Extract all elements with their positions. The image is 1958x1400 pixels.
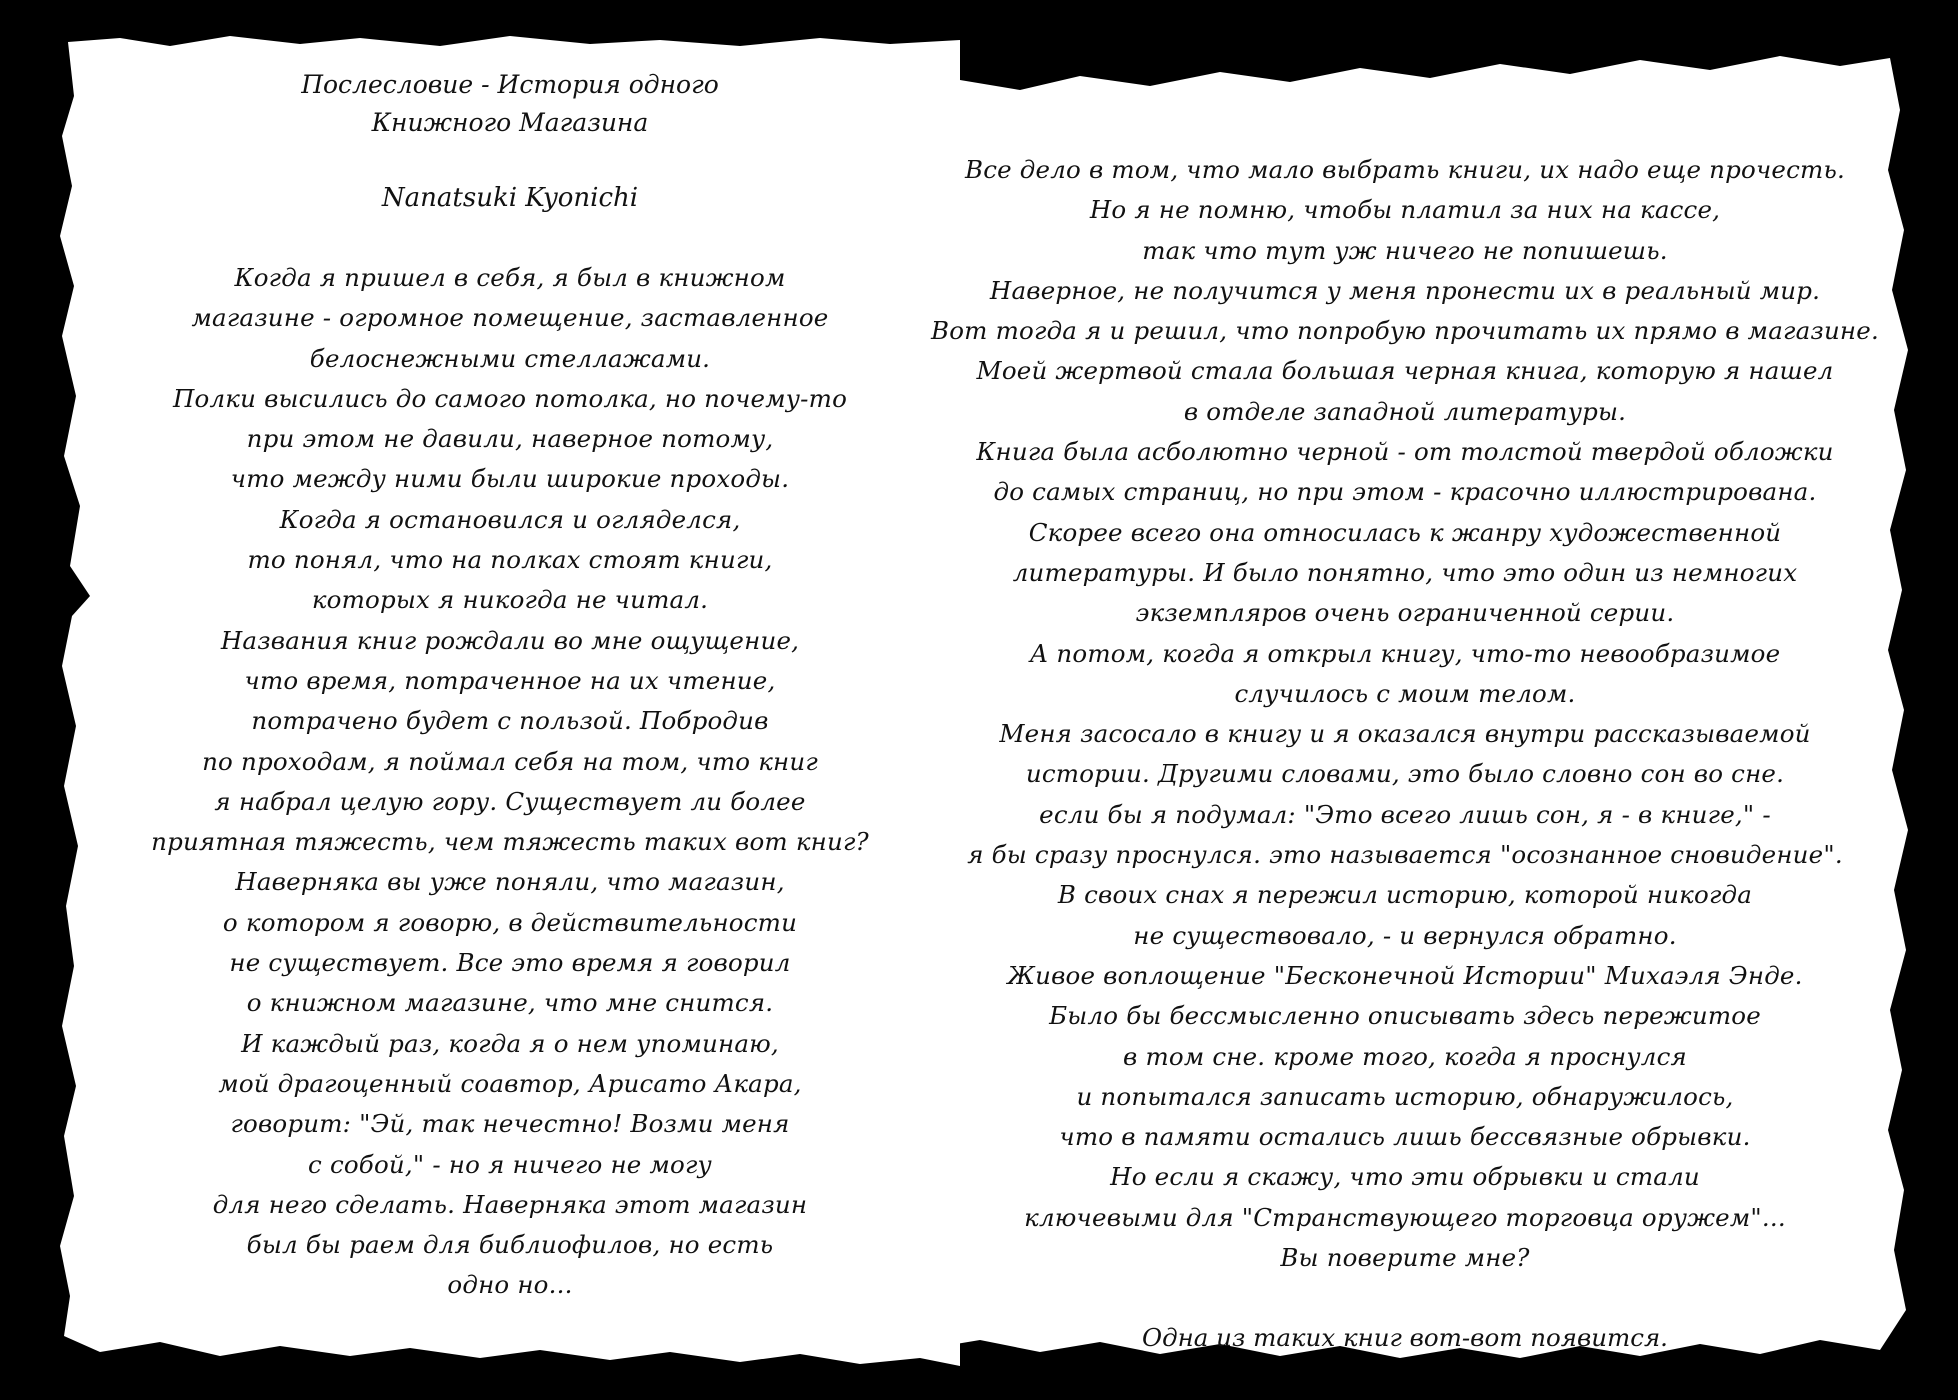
text-line: для него сделать. Наверняка этот магазин bbox=[212, 1189, 808, 1219]
text-line: говорит: "Эй, так нечестно! Возми меня bbox=[230, 1109, 790, 1139]
text-line: был бы раем для библиофилов, но есть bbox=[246, 1230, 774, 1260]
text-line: Наверное, не получится у меня пронести их в реальный мир. bbox=[989, 275, 1821, 305]
text-line: случилось с моим телом. bbox=[1234, 678, 1576, 708]
text-line: что время, потраченное на их чтение, bbox=[244, 665, 776, 695]
text-line: Все дело в том, что мало выбрать книги, их надо еще прочесть. bbox=[965, 155, 1845, 184]
text-line: потрачено будет с пользой. Побродив bbox=[251, 706, 769, 736]
right-page-text bbox=[900, 50, 1910, 1358]
text-line: если бы я подумал: "Это всего лишь сон, я - в книге," - bbox=[1039, 799, 1771, 829]
text-line: экземпляров очень ограниченной серии. bbox=[1135, 598, 1675, 628]
title-line-1: Послесловие - История одного bbox=[301, 70, 719, 99]
text-line: Скорее всего она относилась к жанру художественной bbox=[1028, 517, 1782, 547]
text-line: Вы поверите мне? bbox=[1280, 1243, 1530, 1273]
text-line: Полки высились до самого потолка, но почему-то bbox=[172, 383, 848, 413]
text-line: Названия книг рождали во мне ощущение, bbox=[220, 625, 800, 655]
text-line: так что тут уж ничего не попишешь. bbox=[1142, 235, 1668, 265]
text-line: белоснежными стеллажами. bbox=[309, 343, 711, 373]
text-line: при этом не давили, наверное потому, bbox=[246, 424, 774, 454]
closing-line: Одна из таких книг вот-вот появится. bbox=[1142, 1323, 1668, 1353]
text-line: магазине - огромное помещение, заставленное bbox=[191, 303, 829, 333]
text-line: я набрал целую гору. Существует ли более bbox=[214, 786, 806, 816]
text-line: и попытался записать историю, обнаружилось, bbox=[1076, 1081, 1734, 1111]
text-line: истории. Другими словами, это было словно сон во сне. bbox=[1025, 759, 1785, 789]
title-line-2: Книжного Магазина bbox=[371, 108, 649, 137]
text-line: Наверняка вы уже поняли, что магазин, bbox=[235, 867, 785, 897]
text-line: Но я не помню, чтобы платил за них на кассе, bbox=[1089, 195, 1721, 225]
text-line: Меня засосало в книгу и я оказался внутри рассказываемой bbox=[999, 719, 1811, 749]
text-line: по проходам, я поймал себя на том, что книг bbox=[202, 746, 818, 776]
text-line: о котором я говорю, в действительности bbox=[222, 907, 798, 937]
left-page-text bbox=[60, 36, 960, 1306]
text-line: А потом, когда я открыл книгу, что-то невообразимое bbox=[1029, 638, 1781, 668]
text-line: Моей жертвой стала большая черная книга, которую я нашел bbox=[976, 356, 1834, 386]
text-line: что в памяти остались лишь бессвязные обрывки. bbox=[1059, 1122, 1751, 1152]
text-line: И каждый раз, когда я о нем упоминаю, bbox=[241, 1028, 779, 1058]
text-line: ключевыми для "Странствующего торговца оружем"... bbox=[1024, 1202, 1786, 1232]
text-line: до самых страниц, но при этом - красочно иллюстрирована. bbox=[993, 477, 1817, 507]
text-line: в том сне. кроме того, когда я проснулся bbox=[1123, 1041, 1687, 1071]
text-line: о книжном магазине, что мне снится. bbox=[246, 988, 774, 1018]
text-line: Когда я пришел в себя, я был в книжном bbox=[234, 263, 786, 292]
left-body-text bbox=[60, 258, 960, 1306]
text-line: В своих снах я пережил историю, которой никогда bbox=[1057, 880, 1753, 910]
text-line: с собой," - но я ничего не могу bbox=[308, 1149, 712, 1179]
right-body-text bbox=[900, 150, 1910, 1278]
text-line: Книга была асболютно черной - от толстой твердой обложки bbox=[976, 437, 1834, 467]
text-line: то понял, что на полках стоят книги, bbox=[247, 545, 773, 575]
text-line: не существовало, - и вернулся обратно. bbox=[1133, 920, 1677, 950]
text-line: Было бы бессмысленно описывать здесь пережитое bbox=[1049, 1001, 1761, 1031]
text-line: не существует. Все это время я говорил bbox=[229, 948, 791, 978]
text-line: в отделе западной литературы. bbox=[1183, 396, 1627, 426]
author-name: Nanatsuki Kyonichi bbox=[381, 183, 639, 213]
text-line: которых я никогда не читал. bbox=[311, 585, 709, 615]
text-line: Живое воплощение "Бесконечной Истории" Михаэля Энде. bbox=[1007, 960, 1803, 990]
chapter-title bbox=[60, 66, 960, 142]
text-line: что между ними были широкие проходы. bbox=[230, 464, 790, 494]
text-line: Вот тогда я и решил, что попробую прочитать их прямо в магазине. bbox=[931, 316, 1879, 346]
text-line: одно но... bbox=[447, 1270, 573, 1300]
text-line: Но если я скажу, что эти обрывки и стали bbox=[1110, 1162, 1700, 1192]
text-line: литературы. И было понятно, что это один из немногих bbox=[1012, 557, 1798, 587]
text-line: я бы сразу проснулся. это называется "осознанное сновидение". bbox=[967, 840, 1843, 870]
text-line: мой драгоценный соавтор, Арисато Акара, bbox=[218, 1068, 802, 1098]
text-line: приятная тяжесть, чем тяжесть таких вот книг? bbox=[151, 827, 869, 857]
text-line: Когда я остановился и огляделся, bbox=[279, 504, 741, 534]
